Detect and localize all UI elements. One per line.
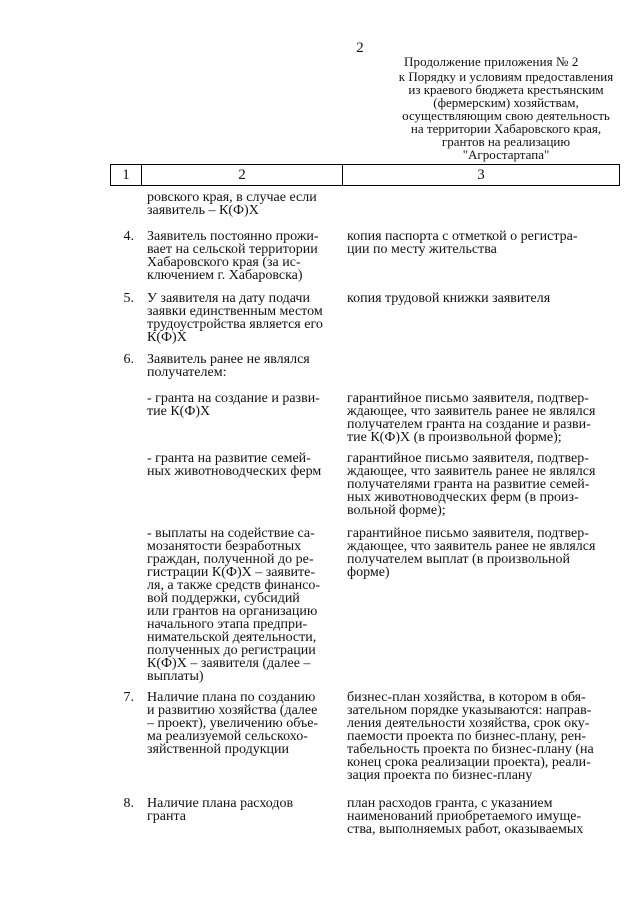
- column-header-2: 2: [142, 165, 343, 185]
- requirement-cell: [147, 353, 343, 379]
- appendix-title: Продолжение приложения № 2: [404, 54, 579, 69]
- document-cell: [347, 797, 619, 836]
- text-line: ля, а также средств финансо-: [147, 578, 321, 593]
- text-line: или грантов на организацию: [147, 604, 318, 619]
- text-line: трудоустройства является его: [147, 317, 323, 332]
- appendix-note: [384, 70, 628, 161]
- text-line: гарантийное письмо заявителя, подтвер-: [347, 391, 589, 406]
- text-line: ции по месту жительства: [347, 242, 497, 257]
- document-cell: [347, 392, 619, 444]
- text-line: и развитию хозяйства (далее: [147, 703, 318, 718]
- text-line: получателем:: [147, 365, 227, 380]
- text-line: Заявитель ранее не являлся: [147, 352, 310, 367]
- text-line: копия трудовой книжки заявителя: [347, 291, 551, 306]
- requirement-cell: [147, 230, 343, 282]
- text-line: ных животноводческих ферм (в произ-: [347, 490, 579, 505]
- note-line: из краевого бюджета крестьянским: [408, 82, 604, 97]
- text-line: нимательской деятельности,: [147, 630, 317, 645]
- note-line: к Порядку и условиям предоставления: [398, 69, 614, 84]
- document-cell: [347, 230, 619, 256]
- row-number: 7.: [123, 690, 134, 705]
- text-line: ждающее, что заявитель ранее не являлся: [347, 464, 596, 479]
- text-line: ма реализуемой сельскохо-: [147, 729, 308, 744]
- note-line: (фермерским) хозяйствам,: [433, 95, 579, 110]
- text-line: зяйственной продукции: [147, 742, 290, 757]
- text-line: ных животноводческих ферм: [147, 464, 322, 479]
- text-line: ства, выполняемых работ, оказываемых: [347, 822, 584, 837]
- text-line: ждающее, что заявитель ранее не являлся: [347, 539, 596, 554]
- text-line: форме): [347, 565, 390, 580]
- text-line: гранта: [147, 809, 186, 824]
- text-line: вольной форме);: [347, 503, 446, 518]
- text-line: граждан, полученной до ре-: [147, 552, 314, 567]
- requirement-cell: [147, 292, 343, 344]
- text-line: ления деятельности хозяйства, срок оку-: [347, 716, 590, 731]
- text-line: зательном порядке указываются: направ-: [347, 703, 592, 718]
- text-line: полученных до регистрации: [147, 643, 316, 658]
- requirement-cell: [147, 527, 343, 683]
- requirement-cell: [147, 452, 343, 478]
- text-line: наименований приобретаемого имуще-: [347, 809, 582, 824]
- text-line: К(Ф)Х: [147, 330, 187, 345]
- note-line: на территории Хабаровского края,: [410, 121, 602, 136]
- text-line: паемости проекта по бизнес-плану, рен-: [347, 729, 587, 744]
- text-line: У заявителя на дату подачи: [147, 291, 310, 306]
- text-line: заявитель – К(Ф)Х: [147, 203, 259, 218]
- text-line: - гранта на развитие семей-: [147, 451, 311, 466]
- text-line: ключением г. Хабаровска): [147, 268, 303, 283]
- text-line: Наличие плана по созданию: [147, 690, 316, 705]
- text-line: бизнес-план хозяйства, в котором в обя-: [347, 690, 586, 705]
- text-line: гарантийное письмо заявителя, подтвер-: [347, 526, 589, 541]
- text-line: гарантийное письмо заявителя, подтвер-: [347, 451, 589, 466]
- text-line: Хабаровского края (за ис-: [147, 255, 301, 270]
- text-line: тие К(Ф)Х: [147, 404, 211, 419]
- row-number: 4.: [123, 229, 134, 244]
- requirement-cell: [147, 191, 343, 217]
- text-line: – проект), увеличению объе-: [147, 716, 319, 731]
- requirement-cell: [147, 691, 343, 756]
- text-line: вой поддержки, субсидий: [147, 591, 300, 606]
- note-line: "Агростартапа": [462, 147, 550, 162]
- document-cell: [347, 527, 619, 579]
- text-line: копия паспорта с отметкой о регистра-: [347, 229, 578, 244]
- text-line: получателем выплат (в произвольной: [347, 552, 571, 567]
- row-number: 5.: [123, 291, 134, 306]
- text-line: гистрации К(Ф)Х – заявите-: [147, 565, 316, 580]
- requirement-cell: [147, 797, 343, 823]
- text-line: - выплаты на содействие са-: [147, 526, 315, 541]
- document-cell: [347, 452, 619, 517]
- text-line: ждающее, что заявитель ранее не являлся: [347, 404, 596, 419]
- text-line: Заявитель постоянно прожи-: [147, 229, 319, 244]
- text-line: начального этапа предпри-: [147, 617, 308, 632]
- text-line: заявки единственным местом: [147, 304, 323, 319]
- column-header-1: 1: [111, 165, 142, 185]
- text-line: зация проекта по бизнес-плану: [347, 768, 533, 783]
- text-line: Наличие плана расходов: [147, 796, 294, 811]
- document-cell: [347, 691, 619, 782]
- text-line: ровского края, в случае если: [147, 190, 317, 205]
- document-cell: [347, 292, 619, 305]
- text-line: - гранта на создание и разви-: [147, 391, 320, 406]
- row-number: 8.: [123, 796, 134, 811]
- table-header: [110, 164, 620, 186]
- row-number: 6.: [123, 352, 134, 367]
- page-number: 2: [356, 40, 364, 56]
- text-line: выплаты): [147, 669, 204, 684]
- text-line: получателем гранта на создание и разви-: [347, 417, 591, 432]
- text-line: мозанятости безработных: [147, 539, 302, 554]
- text-line: тие К(Ф)Х (в произвольной форме);: [347, 430, 562, 445]
- text-line: К(Ф)Х – заявителя (далее –: [147, 656, 311, 671]
- text-line: план расходов гранта, с указанием: [347, 796, 553, 811]
- requirement-cell: [147, 392, 343, 418]
- note-line: осуществляющим свою деятельность: [402, 108, 610, 123]
- column-header-3: 3: [477, 166, 485, 183]
- text-line: конец срока реализации проекта), реали-: [347, 755, 591, 770]
- text-line: вает на сельской территории: [147, 242, 318, 257]
- note-line: грантов на реализацию: [441, 134, 571, 149]
- text-line: табельность проекта по бизнес-плану (на: [347, 742, 594, 757]
- text-line: получателями гранта на развитие семей-: [347, 477, 590, 492]
